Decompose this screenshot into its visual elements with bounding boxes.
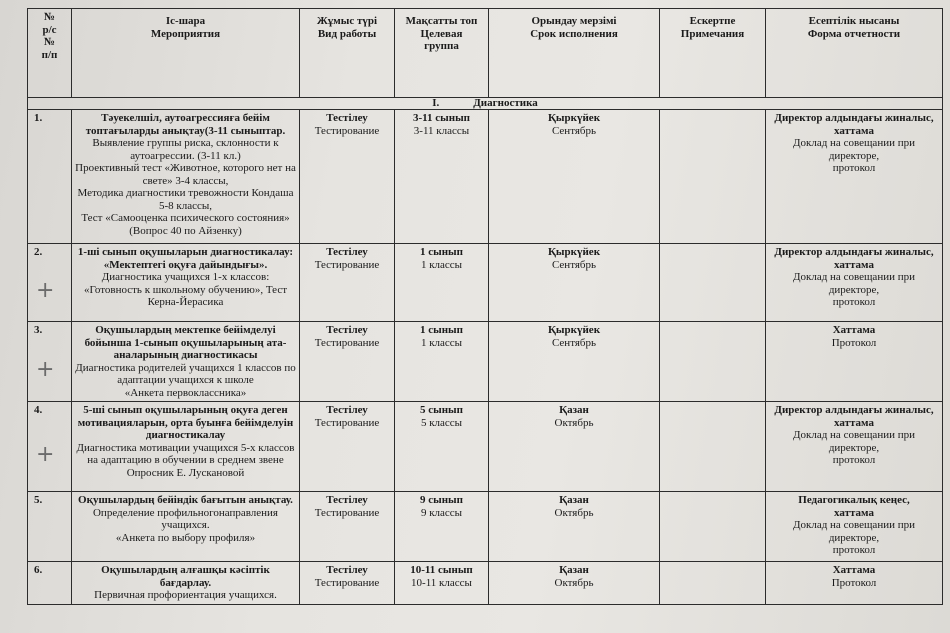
deadline-cell bbox=[489, 322, 660, 402]
event-title-kz: Оқушылардың бейіндік бағытын анықтау. bbox=[78, 494, 293, 506]
row-number: 3. bbox=[28, 322, 72, 402]
work-type-cell-kz: Тестілеу bbox=[326, 564, 368, 576]
target-group-cell-kz: 9 сынып bbox=[420, 494, 463, 506]
target-group-cell bbox=[395, 402, 489, 492]
event-description-ru: Диагностика учащихся 1-х классов: «Готовность к школьному обучению», Тест Керна-Йерасика bbox=[83, 271, 288, 308]
target-group-cell-ru: 9 классы bbox=[420, 506, 463, 519]
target-group-cell-ru: 1 классы bbox=[420, 258, 463, 271]
deadline-cell-ru: Сентябрь bbox=[551, 124, 597, 137]
table-row bbox=[28, 492, 943, 562]
section-number: I. bbox=[432, 97, 440, 109]
table-row bbox=[28, 562, 943, 605]
report-form-cell-ru: Доклад на совещании при директоре, протокол bbox=[792, 271, 915, 308]
header-row bbox=[28, 9, 943, 98]
target-group-cell-ru: 1 классы bbox=[420, 336, 463, 349]
target-group-cell-kz: 1 сынып bbox=[420, 324, 463, 336]
work-type-cell bbox=[300, 322, 395, 402]
deadline-cell bbox=[489, 110, 660, 244]
report-form-cell-kz: Педагогикалық кеңес, хаттама bbox=[798, 494, 910, 519]
deadline-cell-ru: Сентябрь bbox=[551, 258, 597, 271]
target-group-cell bbox=[395, 492, 489, 562]
report-form-cell-ru: Доклад на совещании при директоре, протокол bbox=[792, 429, 915, 466]
event-description-ru: Определение профильногонаправления учащихся. «Анкета по выбору профиля» bbox=[92, 506, 278, 544]
event-title-kz: Тәуекелшіл, аутоагрессияға бейім топтағыларды анықтау(3-11 сыныптар. bbox=[85, 112, 286, 137]
section-label: Диагностика bbox=[473, 97, 538, 109]
event-description-ru: Выявление группы риска, склонности к аутоагрессии. (3-11 кл.) Проективный тест «Животное, которого нет на свете» 3-4 классы, Методика диагностики тревожности Кондаша 5-8 классы, Тест «Самооценка психического состояния» (Вопрос 40 по Айзенку) bbox=[75, 137, 296, 237]
header-report-form: Есептілік нысаны Форма отчетности bbox=[766, 9, 943, 98]
event-title-kz: 5-ші сынып оқушыларының оқуға деген мотивацияларын, орта буынға бейімделуін диагностикалау bbox=[77, 404, 294, 441]
header-work-type: Жұмыс түрі Вид работы bbox=[300, 9, 395, 98]
table-row bbox=[28, 244, 943, 322]
event-cell bbox=[72, 322, 300, 402]
deadline-cell-kz: Қазан bbox=[559, 494, 589, 506]
work-type-cell-ru: Тестирование bbox=[314, 336, 380, 349]
report-form-cell bbox=[766, 244, 943, 322]
table-row bbox=[28, 402, 943, 492]
work-type-cell bbox=[300, 244, 395, 322]
work-type-cell-kz: Тестілеу bbox=[326, 246, 368, 258]
work-type-cell-kz: Тестілеу bbox=[326, 404, 368, 416]
work-type-cell-ru: Тестирование bbox=[314, 258, 380, 271]
event-title-kz: Оқушылардың алғашқы кәсіптік бағдарлау. bbox=[101, 564, 270, 589]
note-cell bbox=[660, 402, 766, 492]
deadline-cell-ru: Сентябрь bbox=[551, 336, 597, 349]
target-group-cell-ru: 10-11 классы bbox=[411, 576, 472, 589]
event-description-ru: Диагностика мотивации учащихся 5-х классов на адаптацию в обучении в среднем звене Опросник Е. Лускановой bbox=[76, 441, 295, 479]
section-row bbox=[28, 98, 943, 110]
target-group-cell-kz: 1 сынып bbox=[420, 246, 463, 258]
work-type-cell-ru: Тестирование bbox=[314, 124, 380, 137]
work-type-cell-ru: Тестирование bbox=[314, 576, 380, 589]
plan-table bbox=[27, 8, 943, 605]
target-group-cell-ru: 3-11 классы bbox=[413, 124, 470, 137]
row-number: 1. bbox=[28, 110, 72, 244]
handwritten-plus-mark: + bbox=[36, 278, 55, 304]
header-note: Ескертпе Примечания bbox=[660, 9, 766, 98]
report-form-cell bbox=[766, 562, 943, 605]
event-cell bbox=[72, 244, 300, 322]
event-cell bbox=[72, 562, 300, 605]
note-cell bbox=[660, 244, 766, 322]
note-cell bbox=[660, 492, 766, 562]
handwritten-plus-mark: + bbox=[36, 357, 55, 382]
report-form-cell-ru: Доклад на совещании при директоре, протокол bbox=[792, 137, 915, 174]
row-number: 4. bbox=[28, 402, 72, 492]
report-form-cell-kz: Хаттама bbox=[832, 564, 876, 576]
work-type-cell bbox=[300, 110, 395, 244]
deadline-cell bbox=[489, 402, 660, 492]
target-group-cell-kz: 5 сынып bbox=[420, 404, 463, 416]
note-cell bbox=[660, 110, 766, 244]
deadline-cell bbox=[489, 244, 660, 322]
report-form-cell bbox=[766, 322, 943, 402]
work-type-cell-ru: Тестирование bbox=[314, 506, 380, 519]
report-form-cell bbox=[766, 402, 943, 492]
header-target-group: Мақсатты топ Целевая группа bbox=[395, 9, 489, 98]
deadline-cell-kz: Қыркүйек bbox=[547, 246, 601, 258]
event-cell bbox=[72, 402, 300, 492]
report-form-cell-kz: Директор алдындағы жиналыс, хаттама bbox=[774, 404, 934, 429]
event-description-ru: Первичная профориентация учащихся. bbox=[94, 589, 277, 601]
deadline-cell bbox=[489, 562, 660, 605]
report-form-cell bbox=[766, 110, 943, 244]
deadline-cell bbox=[489, 492, 660, 562]
work-type-cell bbox=[300, 492, 395, 562]
event-description-ru: Диагностика родителей учащихся 1 классов по адаптации учащихся к школе «Анкета первоклассника» bbox=[75, 361, 296, 399]
row-number: 2. bbox=[28, 244, 72, 322]
target-group-cell bbox=[395, 110, 489, 244]
report-form-cell-kz: Хаттама bbox=[832, 324, 876, 336]
event-cell bbox=[72, 492, 300, 562]
work-type-cell-kz: Тестілеу bbox=[326, 112, 368, 124]
report-form-cell-ru: Доклад на совещании при директоре, протокол bbox=[792, 519, 915, 556]
report-form-cell-kz: Директор алдындағы жиналыс, хаттама bbox=[774, 112, 934, 137]
handwritten-plus-mark: + bbox=[36, 441, 55, 467]
target-group-cell-kz: 10-11 сынып bbox=[410, 564, 473, 576]
work-type-cell-ru: Тестирование bbox=[314, 416, 380, 429]
table-row bbox=[28, 322, 943, 402]
section-title bbox=[28, 98, 943, 110]
report-form-cell-kz: Директор алдындағы жиналыс, хаттама bbox=[774, 246, 934, 271]
work-type-cell bbox=[300, 562, 395, 605]
event-cell bbox=[72, 110, 300, 244]
row-number: 5. bbox=[28, 492, 72, 562]
header-event: Іс-шара Мероприятия bbox=[72, 9, 300, 98]
work-type-cell bbox=[300, 402, 395, 492]
note-cell bbox=[660, 562, 766, 605]
deadline-cell-kz: Қыркүйек bbox=[547, 324, 601, 336]
work-type-cell-kz: Тестілеу bbox=[326, 324, 368, 336]
target-group-cell-kz: 3-11 сынып bbox=[412, 112, 471, 124]
event-title-kz: Оқушылардың мектепке бейімделуі бойынша 1-сынып оқушыларының ата-аналарының диагностикасы bbox=[84, 324, 287, 361]
header-number: № р/с № п/п bbox=[28, 9, 72, 98]
deadline-cell-ru: Октябрь bbox=[554, 506, 594, 519]
target-group-cell bbox=[395, 322, 489, 402]
note-cell bbox=[660, 322, 766, 402]
report-form-cell-ru: Протокол bbox=[831, 576, 877, 589]
table-row bbox=[28, 110, 943, 244]
header-deadline: Орындау мерзімі Срок исполнения bbox=[489, 9, 660, 98]
target-group-cell bbox=[395, 562, 489, 605]
report-form-cell-ru: Протокол bbox=[831, 336, 877, 349]
row-number: 6. bbox=[28, 562, 72, 605]
deadline-cell-ru: Октябрь bbox=[554, 416, 594, 429]
target-group-cell-ru: 5 классы bbox=[420, 416, 463, 429]
target-group-cell bbox=[395, 244, 489, 322]
deadline-cell-ru: Октябрь bbox=[554, 576, 594, 589]
report-form-cell bbox=[766, 492, 943, 562]
work-type-cell-kz: Тестілеу bbox=[326, 494, 368, 506]
deadline-cell-kz: Қыркүйек bbox=[547, 112, 601, 124]
deadline-cell-kz: Қазан bbox=[559, 564, 589, 576]
deadline-cell-kz: Қазан bbox=[559, 404, 589, 416]
event-title-kz: 1-ші сынып оқушыларын диагностикалау: «Мектептегі оқуға дайындығы». bbox=[77, 246, 294, 271]
